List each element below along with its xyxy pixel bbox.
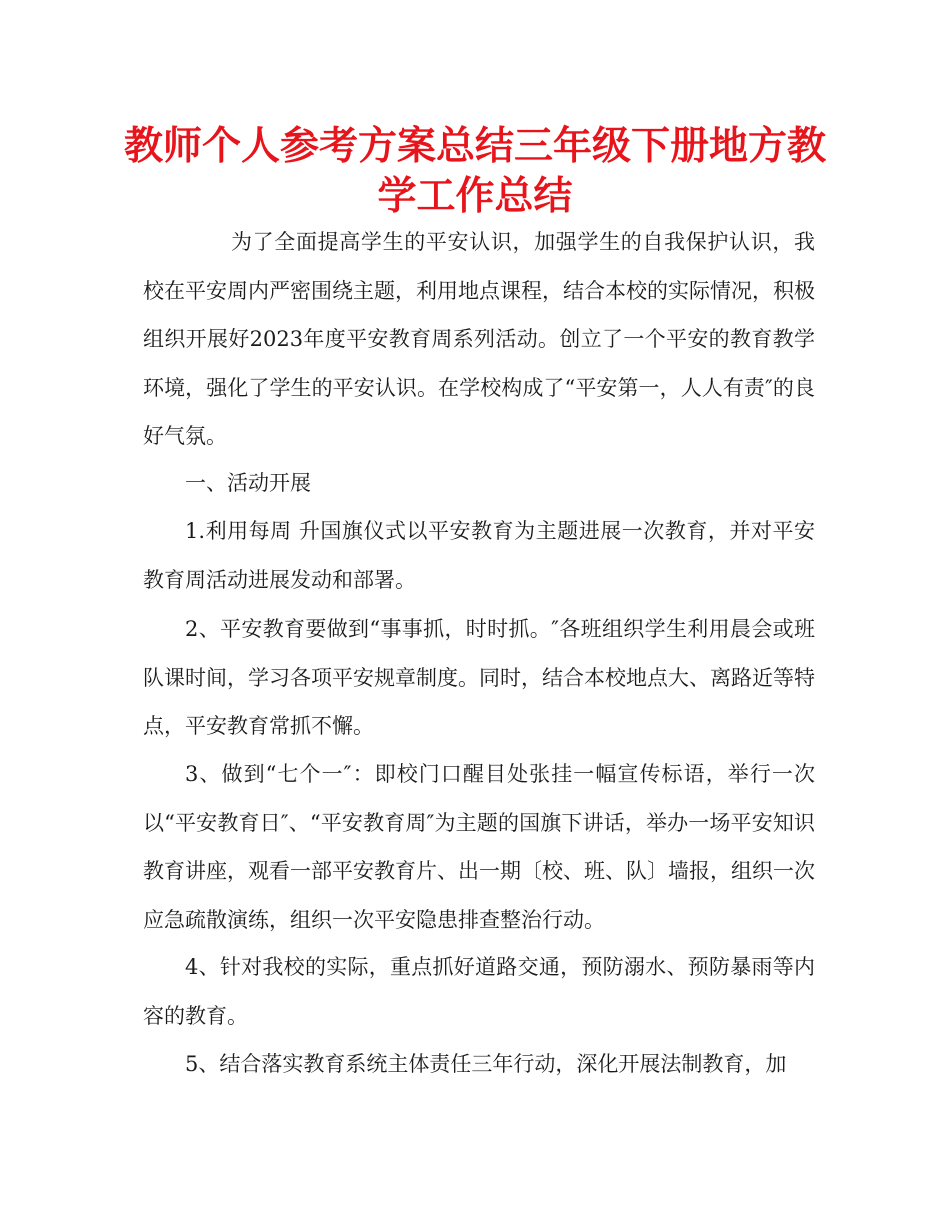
paragraph-section-heading: 一、活动开展 — [185, 471, 311, 495]
paragraph-item-2: 2、平安教育要做到“事事抓，时时抓。″各班组织学生利用晨会或班队课时间，学习各项平安规章制度。同时，结合本校地点大、离路近等特点，平安教育常抓不懈。 — [143, 617, 815, 738]
paragraph-item-5: 5、结合落实教育系统主体责任三年行动，深化开展法制教育，加 — [185, 1052, 787, 1076]
document-title: 教师个人参考方案总结三年级下册地方教学工作总结 — [123, 124, 826, 219]
paragraph-item-4: 4、针对我校的实际，重点抓好道路交通，预防溺水、预防暴雨等内容的教育。 — [143, 955, 815, 1028]
paragraph-intro: 为了全面提高学生的平安认识，加强学生的自我保护认识，我校在平安周内严密围绕主题，利用地点课程，结合本校的实际情况，积极组织开展好2023年度平安教育周系列活动。创立了一个平安的教育教学环境，强化了学生的平安认识。在学校构成了“平安第一，人人有责″的良好气氛。 — [143, 230, 815, 448]
paragraph-item-1: 1.利用每周 升国旗仪式以平安教育为主题进展一次教育，并对平安教育周活动进展发动和部署。 — [143, 519, 815, 592]
paragraph-item-3: 3、做到“七个一″：即校门口醒目处张挂一幅宣传标语，举行一次以“平安教育日″、“平安教育周″为主题的国旗下讲话，举办一场平安知识教育讲座，观看一部平安教育片、出一期〔校、班、队〕墙报，组织一次应急疏散演练，组织一次平安隐患排查整治行动。 — [143, 762, 815, 932]
